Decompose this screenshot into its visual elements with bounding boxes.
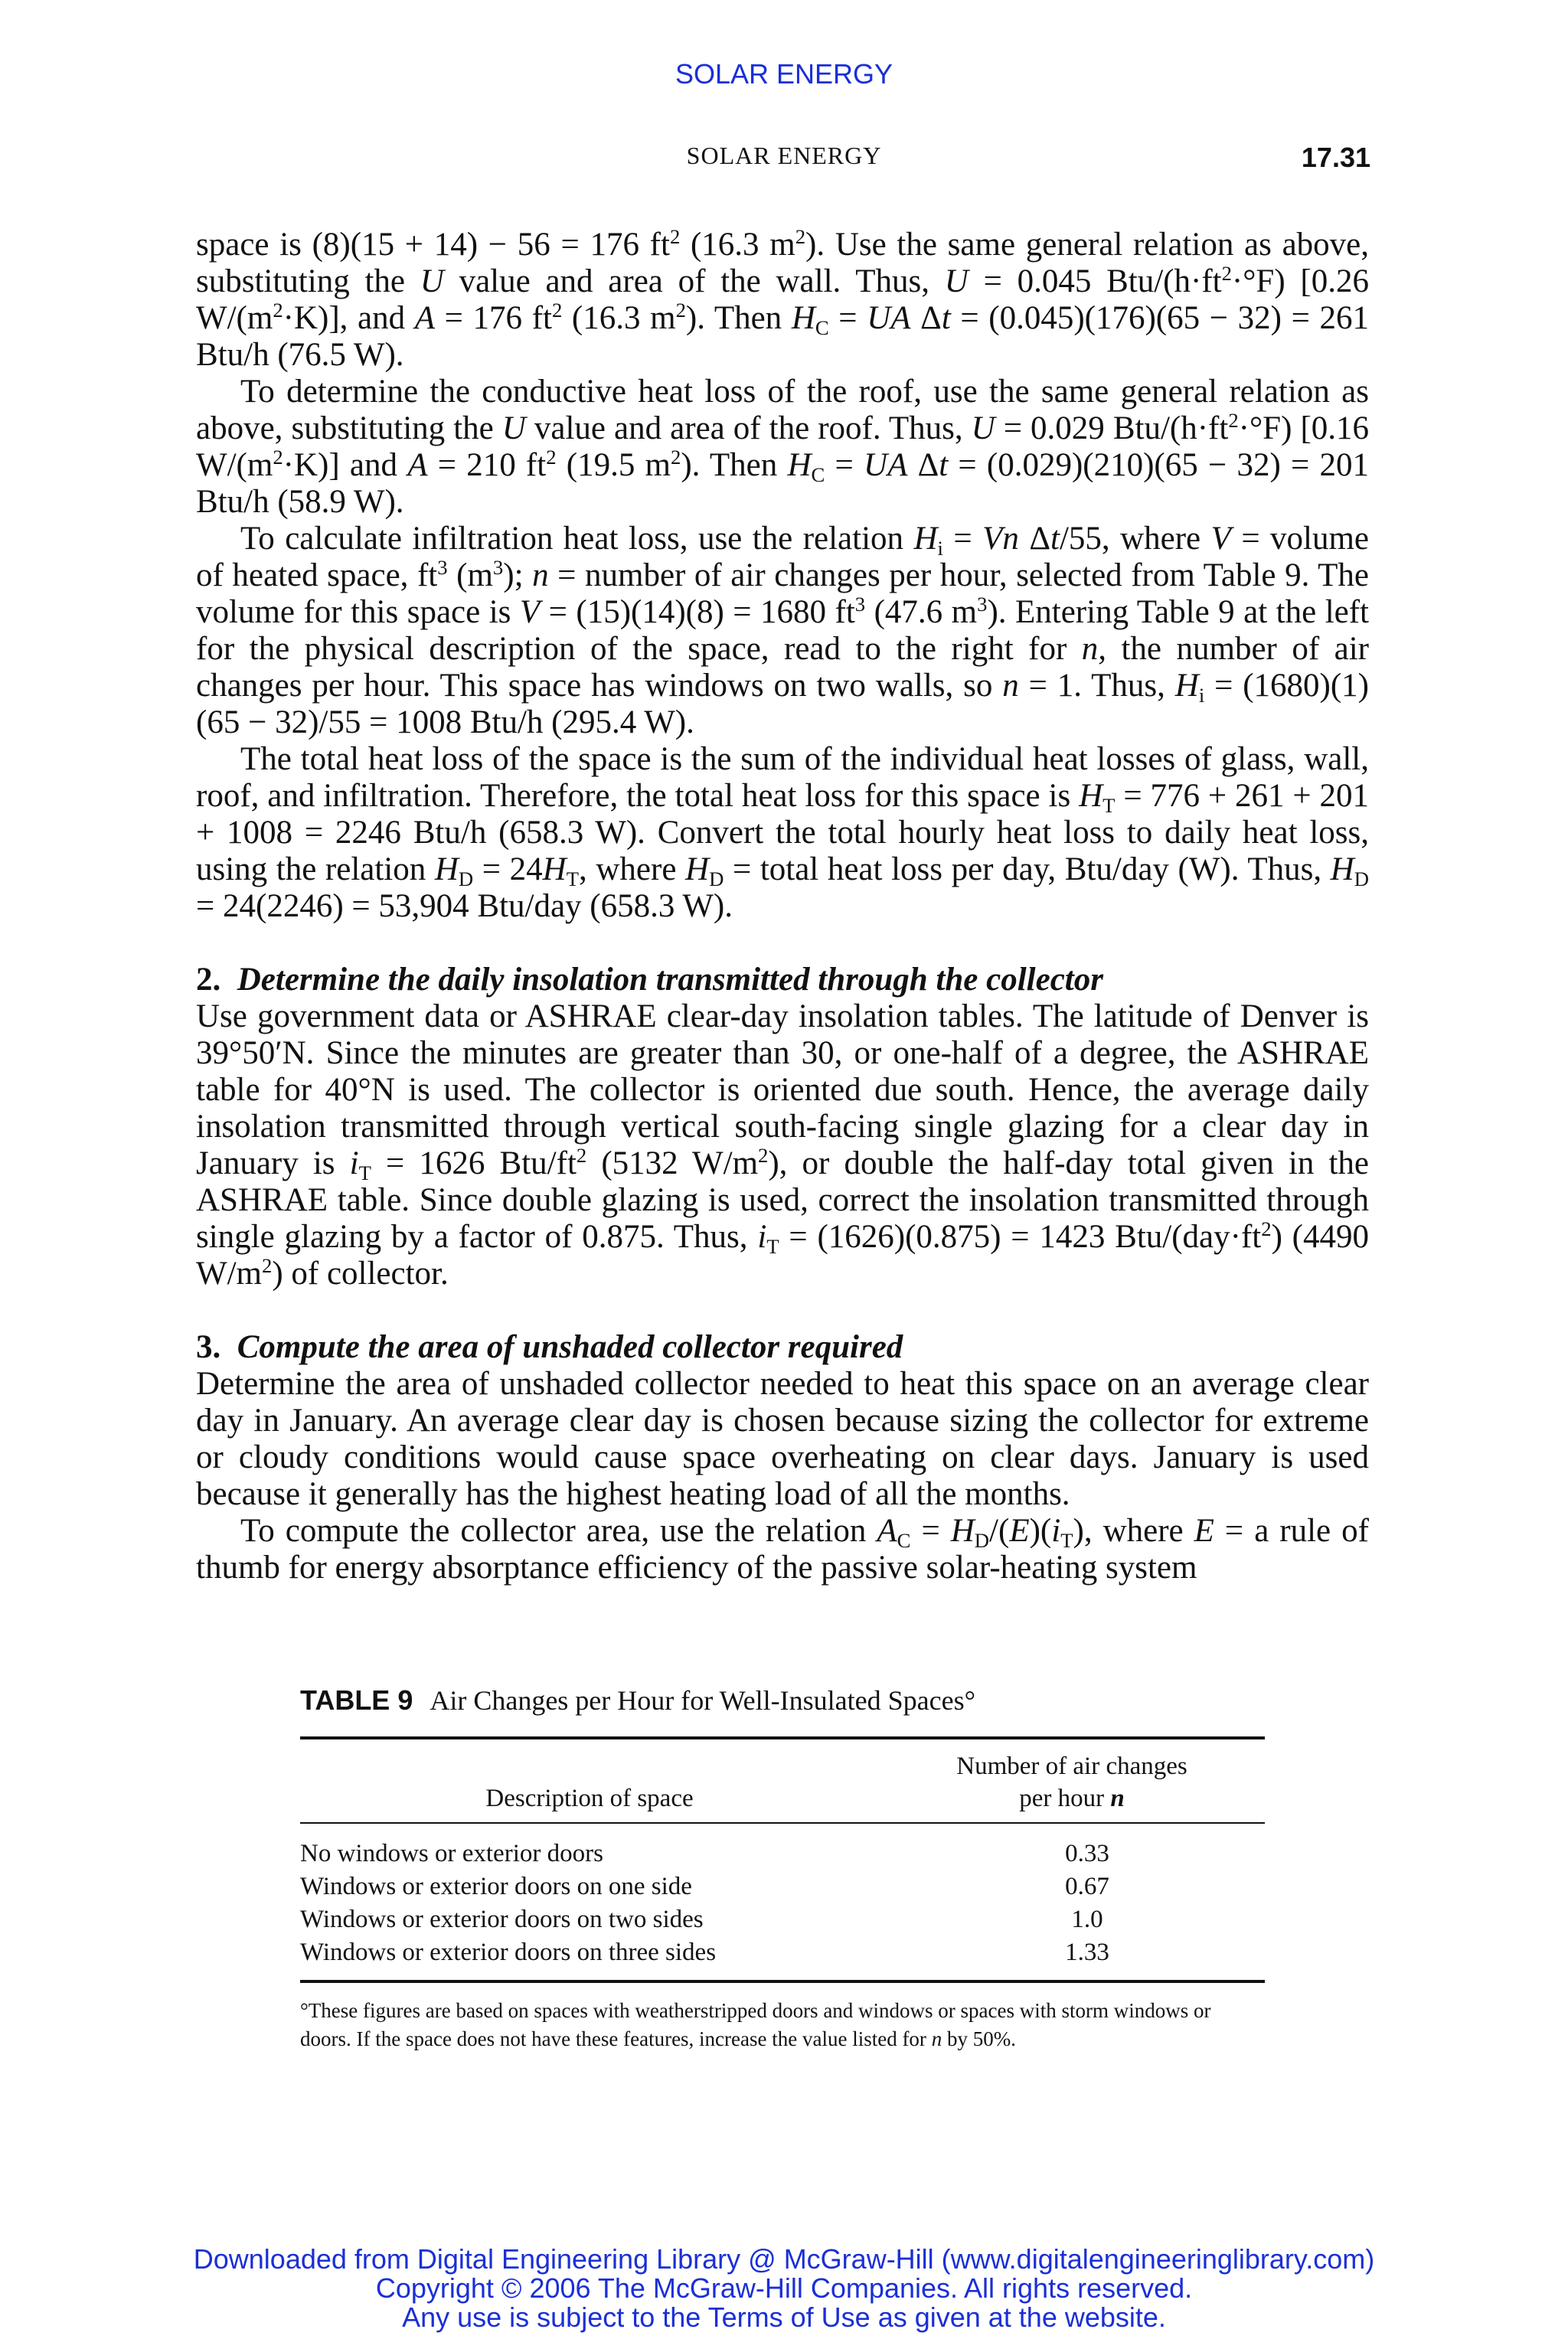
page-number: 17.31 bbox=[1301, 142, 1370, 173]
step-title-3: Compute the area of unshaded collector required bbox=[237, 1329, 903, 1365]
download-notice-link[interactable]: Downloaded from Digital Engineering Library @ McGraw-Hill (www.digitalengineeringlibrary.com) bbox=[193, 2243, 1375, 2275]
table-header bbox=[300, 1740, 1265, 1822]
download-banner-footer[interactable] bbox=[0, 2245, 1568, 2332]
table-caption bbox=[300, 1684, 1265, 1717]
paragraph-roof-heat-loss: To determine the conductive heat loss of the roof, use the same general relation as above, substituting the U value and area of the roof. Thus, U = 0.029 Btu/$(h\cdot ft^2\cdot^\circ F)$ [0.16 $W/(m^2\cdot K)$] and A = 210 $ft^2$ (19.5 $m^2$). Then $H_C$ = UA Δt = (0.029)(210)(65 − 32) = 201 Btu/h (58.9 W). bbox=[196, 374, 1370, 520]
step-title-2: Determine the daily insolation transmitted through the collector bbox=[237, 962, 1103, 998]
table-row: Windows or exterior doors on three sides 1.33 bbox=[300, 1939, 1109, 1966]
table-footnote: °These figures are based on spaces with weatherstripped doors and windows or spaces with storm windows or doors. If the space does not have these features, increase the value listed for n by 50%. bbox=[300, 1999, 1211, 2050]
download-banner-title[interactable]: SOLAR ENERGY bbox=[675, 58, 893, 90]
table-row: Windows or exterior doors on two sides 1.0 bbox=[300, 1906, 1103, 1933]
table-title: Air Changes per Hour for Well-Insulated Spaces° bbox=[430, 1685, 975, 1716]
running-head bbox=[0, 142, 1568, 180]
paragraph-collector-relation: To compute the collector area, use the relation $A_C = H_D/(E)(i_T)$, where E = a rule of thumb for energy absorptance efficiency of the passive solar-heating system bbox=[196, 1513, 1369, 1586]
paragraph-wall-heat-loss: space is (8)(15 + 14) − 56 = 176 $ft^2$ (16.3 $m^2$). Use the same general relation as above, substituting the U value and area of the wall. Thus, U = 0.045 Btu/$(h\cdot ft^2\cdot^\circ F)$ [0.26 $W/(m^2\cdot K)$], and A = 176 $ft^2$ (16.3 $m^2$). Then $H_C$ = UA Δt = (0.045)(176)(65 − 32) = 261 Btu/h (76.5 W). bbox=[196, 225, 1369, 373]
table-bottom-rule bbox=[300, 1980, 1265, 1983]
running-head-title: SOLAR ENERGY bbox=[686, 142, 882, 169]
paragraph-collector-area: Determine the area of unshaded collector needed to heat this space on an average clear day in January. An average clear day is chosen because sizing the collector for extreme or cloudy conditions would cause space overheating on clear days. January is used because it generally has the highest heating load of all the months. bbox=[196, 1366, 1369, 1512]
table-body bbox=[300, 1824, 1265, 1980]
step-heading-2: 2. Determine the daily insolation transmitted through the collector bbox=[196, 962, 1103, 998]
table-row: No windows or exterior doors 0.33 bbox=[300, 1840, 1109, 1867]
terms-of-use-notice[interactable]: Any use is subject to the Terms of Use as given at the website. bbox=[402, 2301, 1166, 2333]
header-air-changes: Number of air changes per hour n bbox=[956, 1753, 1187, 1812]
step-heading-3: 3. Compute the area of unshaded collector required bbox=[196, 1329, 903, 1365]
table-9 bbox=[300, 1684, 1265, 2053]
body-text bbox=[196, 227, 1369, 1586]
table-label: TABLE 9 bbox=[300, 1684, 413, 1716]
copyright-notice[interactable]: Copyright © 2006 The McGraw-Hill Companies. All rights reserved. bbox=[375, 2272, 1193, 2304]
paragraph-total-heat-loss: The total heat loss of the space is the sum of the individual heat losses of glass, wall, roof, and infiltration. Therefore, the total heat loss for this space is $H_T = 776 + 261 + 201 + 1008 = 2246$ Btu/h (658.3 W). Convert the total hourly heat loss to daily heat loss, using the relation $H_D = 24H_T$, where $H_D$ = total heat loss per day, Btu/day (W). Thus, $H_D = 24(2246) = 53,904$ Btu/day (658.3 W). bbox=[196, 741, 1369, 924]
paragraph-insolation: Use government data or ASHRAE clear-day insolation tables. The latitude of Denver is 39°50′N. Since the minutes are greater than 30, or one-half of a degree, the ASHRAE table for 40°N is used. The collector is oriented due south. Hence, the average daily insolation transmitted through vertical south-facing single glazing for a clear day in January is $i_T = 1626$ Btu/$ft^2$ (5132 $W/m^2$), or double the half-day total given in the ASHRAE table. Since double glazing is used, correct the insolation transmitted through single glazing by a factor of 0.875. Thus, $i_T = (1626)(0.875) = 1423$ Btu/$(day\cdot ft^2)$ (4490 $W/m^2$) of collector. bbox=[196, 998, 1370, 1292]
table-row: Windows or exterior doors on one side 0.67 bbox=[300, 1873, 1109, 1900]
paragraph-infiltration-heat-loss: To calculate infiltration heat loss, use the relation $H_i = Vn$ Δt/55, where V = volume of heated space, $ft^3$ $(m^3)$; n = number of air changes per hour, selected from Table 9. The volume for this space is V = (15)(14)(8) = 1680 $ft^3$ (47.6 $m^3$). Entering Table 9 at the left for the physical description of the space, read to the right for n, the number of air changes per hour. This space has windows on two walls, so n = 1. Thus, $H_i = (1680)(1)(65 - 32)/55 = 1008$ Btu/h (295.4 W). bbox=[196, 521, 1370, 740]
header-description: Description of space bbox=[485, 1785, 694, 1812]
